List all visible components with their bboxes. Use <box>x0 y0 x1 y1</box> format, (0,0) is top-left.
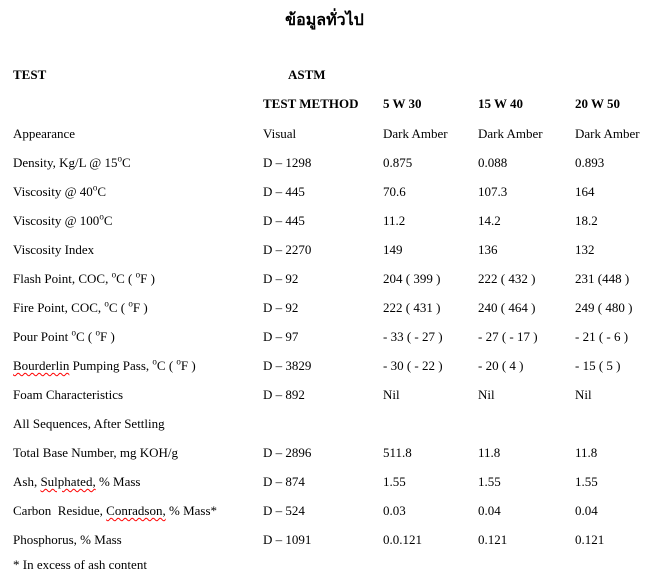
value-cell-20w50: 249 ( 480 ) <box>575 300 633 315</box>
test-name-cell <box>13 445 178 461</box>
value-cell-20w50: Nil <box>575 387 592 402</box>
table-row <box>0 474 649 494</box>
table-row <box>0 532 649 552</box>
test-name-cell <box>13 155 131 171</box>
test-method-cell: D – 445 <box>263 184 305 199</box>
misspelled-word: Bourderlin <box>13 358 70 373</box>
test-name-cell <box>13 416 165 432</box>
value-cell-5w30: 1.55 <box>383 474 406 489</box>
label-text: Appearance <box>13 126 76 141</box>
test-method-cell: D – 1091 <box>263 532 312 547</box>
header-test-method: TEST METHOD <box>263 96 359 111</box>
value-cell-5w30: 11.2 <box>383 213 406 228</box>
label-text: C ( <box>76 329 96 344</box>
value-cell-20w50: Dark Amber <box>575 126 640 141</box>
table-row <box>0 155 649 175</box>
degree-superscript: o <box>128 298 133 309</box>
value-cell-20w50: - 15 ( 5 ) <box>575 358 621 373</box>
test-method-cell: Visual <box>263 126 297 141</box>
value-cell-5w30: 511.8 <box>383 445 412 460</box>
table-row <box>0 300 649 320</box>
value-cell-20w50: 1.55 <box>575 474 598 489</box>
table-row <box>0 126 649 146</box>
value-cell-5w30: 149 <box>383 242 403 257</box>
label-text: Flash Point, COC, <box>13 271 112 286</box>
test-name-cell <box>13 126 75 142</box>
misspelled-word: Conradson, <box>106 503 166 518</box>
test-method-cell: D – 874 <box>263 474 305 489</box>
value-cell-15w40: 1.55 <box>478 474 501 489</box>
label-text: Pumping Pass, <box>69 358 153 373</box>
value-cell-5w30: 222 ( 431 ) <box>383 300 441 315</box>
test-method-cell: D – 524 <box>263 503 305 518</box>
header-astm: ASTM <box>288 67 326 82</box>
label-text: Foam Characteristics <box>13 387 124 402</box>
test-method-cell: D – 3829 <box>263 358 312 373</box>
value-cell-20w50: 164 <box>575 184 595 199</box>
value-cell-15w40: - 20 ( 4 ) <box>478 358 524 373</box>
table-header-row-1 <box>0 67 649 87</box>
header-grade-20w50: 20 W 50 <box>575 96 621 111</box>
footnote: * In excess of ash content <box>13 557 147 572</box>
value-cell-5w30: - 30 ( - 22 ) <box>383 358 443 373</box>
degree-superscript: o <box>95 327 101 338</box>
label-text: F ) <box>100 329 115 344</box>
value-cell-15w40: 0.121 <box>478 532 508 547</box>
test-method-cell: D – 2896 <box>263 445 312 460</box>
table-row <box>0 329 649 349</box>
test-name-cell <box>13 358 196 374</box>
label-text: Carbon Residue, <box>13 503 107 518</box>
label-text: C ( <box>156 358 177 373</box>
degree-superscript: o <box>92 182 98 193</box>
test-name-cell <box>13 213 112 229</box>
table-row <box>0 358 649 378</box>
label-text: % Mass <box>95 474 141 489</box>
label-text: C <box>103 213 113 228</box>
test-method-cell: D – 892 <box>263 387 305 402</box>
value-cell-15w40: Nil <box>478 387 495 402</box>
test-method-cell: D – 92 <box>263 300 299 315</box>
label-text: Total Base Number, mg KOH/g <box>13 445 179 460</box>
label-text: Viscosity Index <box>13 242 95 257</box>
value-cell-15w40: 107.3 <box>478 184 508 199</box>
value-cell-5w30: Nil <box>383 387 400 402</box>
label-text: C ( <box>108 300 129 315</box>
label-text: C <box>122 155 131 170</box>
value-cell-20w50: 0.121 <box>575 532 605 547</box>
value-cell-15w40: 0.088 <box>478 155 508 170</box>
degree-superscript: o <box>117 153 123 164</box>
degree-superscript: o <box>99 211 104 222</box>
test-name-cell <box>13 532 122 548</box>
label-text: Fire Point, COC, <box>13 300 105 315</box>
table-row <box>0 387 649 407</box>
table-row <box>0 416 649 436</box>
test-name-cell <box>13 271 155 287</box>
test-name-cell <box>13 242 94 258</box>
degree-superscript: o <box>135 269 141 280</box>
table-row <box>0 184 649 204</box>
test-name-cell <box>13 474 140 490</box>
label-text: Viscosity @ 100 <box>13 213 100 228</box>
degree-superscript: o <box>111 269 117 280</box>
value-cell-5w30: Dark Amber <box>383 126 448 141</box>
test-name-cell <box>13 184 106 200</box>
test-name-cell <box>13 329 115 345</box>
value-cell-20w50: 0.04 <box>575 503 598 518</box>
value-cell-15w40: 222 ( 432 ) <box>478 271 536 286</box>
value-cell-20w50: 0.893 <box>575 155 605 170</box>
table-row <box>0 445 649 465</box>
table-header-row-2 <box>0 96 649 116</box>
value-cell-15w40: 240 ( 464 ) <box>478 300 536 315</box>
header-test: TEST <box>13 67 47 82</box>
value-cell-15w40: 136 <box>478 242 498 257</box>
value-cell-5w30: 204 ( 399 ) <box>383 271 441 286</box>
value-cell-15w40: 14.2 <box>478 213 501 228</box>
document-title: ข้อมูลทั่วไป <box>285 12 364 29</box>
label-text: Density, Kg/L @ 15 <box>13 155 118 170</box>
label-text: C <box>97 184 106 199</box>
label-text: All Sequences, After Settling <box>13 416 165 431</box>
label-text: Phosphorus, % Mass <box>13 532 122 547</box>
test-name-cell <box>13 503 217 519</box>
table-row <box>0 213 649 233</box>
value-cell-5w30: 0.0.121 <box>383 532 422 547</box>
value-cell-20w50: 11.8 <box>575 445 598 460</box>
test-name-cell <box>13 387 123 403</box>
value-cell-15w40: 0.04 <box>478 503 501 518</box>
value-cell-5w30: 0.875 <box>383 155 413 170</box>
test-method-cell: D – 97 <box>263 329 299 344</box>
test-method-cell: D – 2270 <box>263 242 312 257</box>
misspelled-word: Sulphated, <box>40 474 96 489</box>
header-grade-15w40: 15 W 40 <box>478 96 524 111</box>
table-row <box>0 242 649 262</box>
value-cell-15w40: Dark Amber <box>478 126 543 141</box>
value-cell-5w30: - 33 ( - 27 ) <box>383 329 443 344</box>
value-cell-15w40: 11.8 <box>478 445 501 460</box>
table-row <box>0 271 649 291</box>
test-name-cell <box>13 300 148 316</box>
label-text: F ) <box>180 358 196 373</box>
test-method-cell: D – 1298 <box>263 155 312 170</box>
degree-superscript: o <box>71 327 77 338</box>
label-text: C ( <box>116 271 136 286</box>
degree-superscript: o <box>176 356 181 367</box>
label-text: Pour Point <box>13 329 72 344</box>
header-grade-5w30: 5 W 30 <box>383 96 422 111</box>
test-method-cell: D – 92 <box>263 271 299 286</box>
value-cell-5w30: 70.6 <box>383 184 406 199</box>
value-cell-20w50: 231 (448 ) <box>575 271 630 286</box>
label-text: F ) <box>140 271 155 286</box>
label-text: % Mass* <box>165 503 218 518</box>
label-text: Ash, <box>13 474 41 489</box>
table-row <box>0 503 649 523</box>
degree-superscript: o <box>152 356 157 367</box>
value-cell-20w50: 132 <box>575 242 595 257</box>
value-cell-15w40: - 27 ( - 17 ) <box>478 329 538 344</box>
label-text: F ) <box>132 300 148 315</box>
value-cell-5w30: 0.03 <box>383 503 406 518</box>
label-text: Viscosity @ 40 <box>13 184 93 199</box>
value-cell-20w50: 18.2 <box>575 213 598 228</box>
value-cell-20w50: - 21 ( - 6 ) <box>575 329 629 344</box>
degree-superscript: o <box>104 298 109 309</box>
test-method-cell: D – 445 <box>263 213 305 228</box>
